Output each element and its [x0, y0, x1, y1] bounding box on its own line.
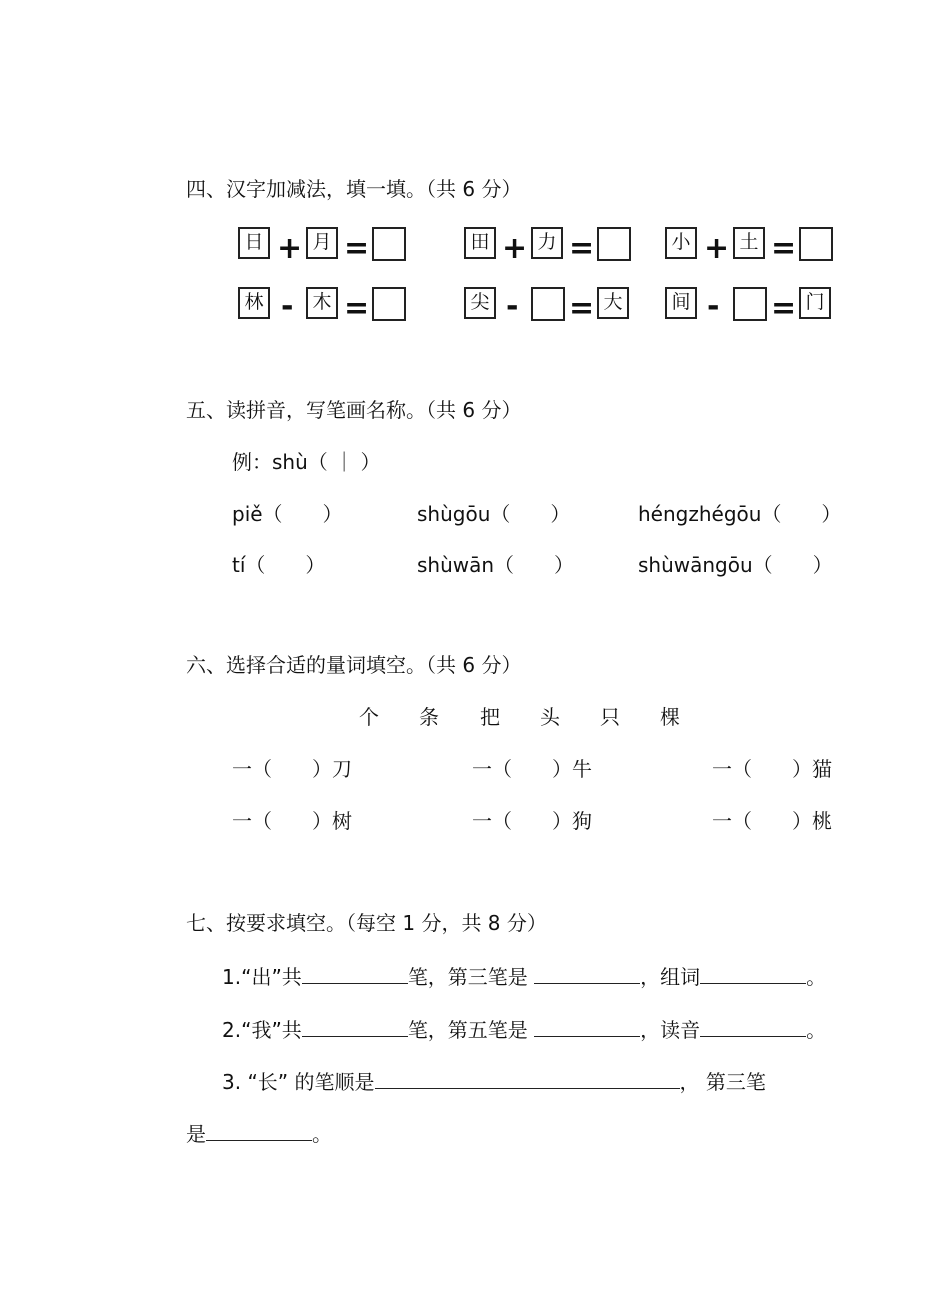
plus-sign: +	[704, 231, 730, 266]
question-text: ， 第三笔	[679, 1070, 766, 1094]
answer-blank[interactable]	[700, 963, 806, 984]
stroke-item[interactable]: shùgōu（ ）	[417, 502, 571, 526]
measure-word: 把	[480, 705, 500, 729]
question-text: 1.“出”共	[222, 965, 302, 989]
plus-sign: +	[502, 231, 528, 266]
stroke-item[interactable]: héngzhégōu（ ）	[638, 502, 842, 526]
equals-sign: =	[569, 291, 595, 326]
question-text: 笔，第三笔是	[407, 965, 528, 989]
minus-sign: -	[506, 289, 519, 324]
measure-item[interactable]: 一（ ）狗	[472, 809, 592, 833]
plus-sign: +	[277, 231, 303, 266]
question-text: 2.“我”共	[222, 1018, 302, 1042]
answer-blank[interactable]	[534, 963, 640, 984]
measure-word: 头	[540, 705, 560, 729]
question-text: 是	[186, 1122, 206, 1146]
question-text: 。	[312, 1122, 332, 1146]
minus-sign: -	[707, 289, 720, 324]
answer-box[interactable]	[733, 287, 767, 321]
answer-box[interactable]	[597, 227, 631, 261]
question-text: 笔，第五笔是	[407, 1018, 528, 1042]
answer-blank[interactable]	[206, 1120, 312, 1141]
answer-blank[interactable]	[375, 1068, 680, 1089]
answer-box[interactable]	[372, 227, 406, 261]
question-text: 。	[806, 965, 827, 989]
question-text: ，组词	[640, 965, 701, 989]
section6-heading: 六、选择合适的量词填空。（共 6 分）	[186, 653, 522, 677]
char-box: 门	[799, 287, 831, 319]
answer-box[interactable]	[531, 287, 565, 321]
question-2	[222, 1016, 826, 1042]
char-box: 林	[238, 287, 270, 319]
char-box: 日	[238, 227, 270, 259]
measure-item[interactable]: 一（ ）刀	[232, 757, 352, 781]
equals-sign: =	[344, 231, 370, 266]
answer-blank[interactable]	[302, 1016, 408, 1037]
question-text: 。	[806, 1018, 827, 1042]
char-box: 小	[665, 227, 697, 259]
question-text: 3. “长” 的笔顺是	[222, 1070, 375, 1094]
question-text: ，读音	[640, 1018, 701, 1042]
measure-word: 只	[600, 705, 620, 729]
minus-sign: -	[281, 289, 294, 324]
example-line: 例：shù（ ｜ ）	[232, 450, 381, 474]
equals-sign: =	[771, 231, 797, 266]
char-box: 大	[597, 287, 629, 319]
section4-heading: 四、汉字加减法，填一填。（共 6 分）	[186, 177, 522, 201]
section7-heading: 七、按要求填空。（每空 1 分，共 8 分）	[186, 911, 547, 935]
equals-sign: =	[771, 291, 797, 326]
equals-sign: =	[569, 231, 595, 266]
stroke-item[interactable]: shùwāngōu（ ）	[638, 553, 833, 577]
char-box: 尖	[464, 287, 496, 319]
equals-sign: =	[344, 291, 370, 326]
question-3	[222, 1068, 766, 1094]
answer-blank[interactable]	[302, 963, 408, 984]
measure-item[interactable]: 一（ ）牛	[472, 757, 592, 781]
stroke-item[interactable]: piě（ ）	[232, 502, 343, 526]
measure-word: 个	[359, 705, 379, 729]
question-3-continued	[186, 1120, 332, 1146]
answer-box[interactable]	[799, 227, 833, 261]
stroke-item[interactable]: tí（ ）	[232, 553, 326, 577]
measure-word: 棵	[660, 705, 680, 729]
answer-blank[interactable]	[534, 1016, 640, 1037]
char-box: 间	[665, 287, 697, 319]
stroke-item[interactable]: shùwān（ ）	[417, 553, 575, 577]
char-box: 月	[306, 227, 338, 259]
measure-item[interactable]: 一（ ）桃	[712, 809, 832, 833]
measure-item[interactable]: 一（ ）树	[232, 809, 352, 833]
char-box: 田	[464, 227, 496, 259]
answer-box[interactable]	[372, 287, 406, 321]
measure-word: 条	[419, 705, 439, 729]
measure-item[interactable]: 一（ ）猫	[712, 757, 832, 781]
section5-heading: 五、读拼音，写笔画名称。（共 6 分）	[186, 398, 522, 422]
char-box: 土	[733, 227, 765, 259]
char-box: 木	[306, 287, 338, 319]
answer-blank[interactable]	[700, 1016, 806, 1037]
char-box: 力	[531, 227, 563, 259]
question-1	[222, 963, 826, 989]
